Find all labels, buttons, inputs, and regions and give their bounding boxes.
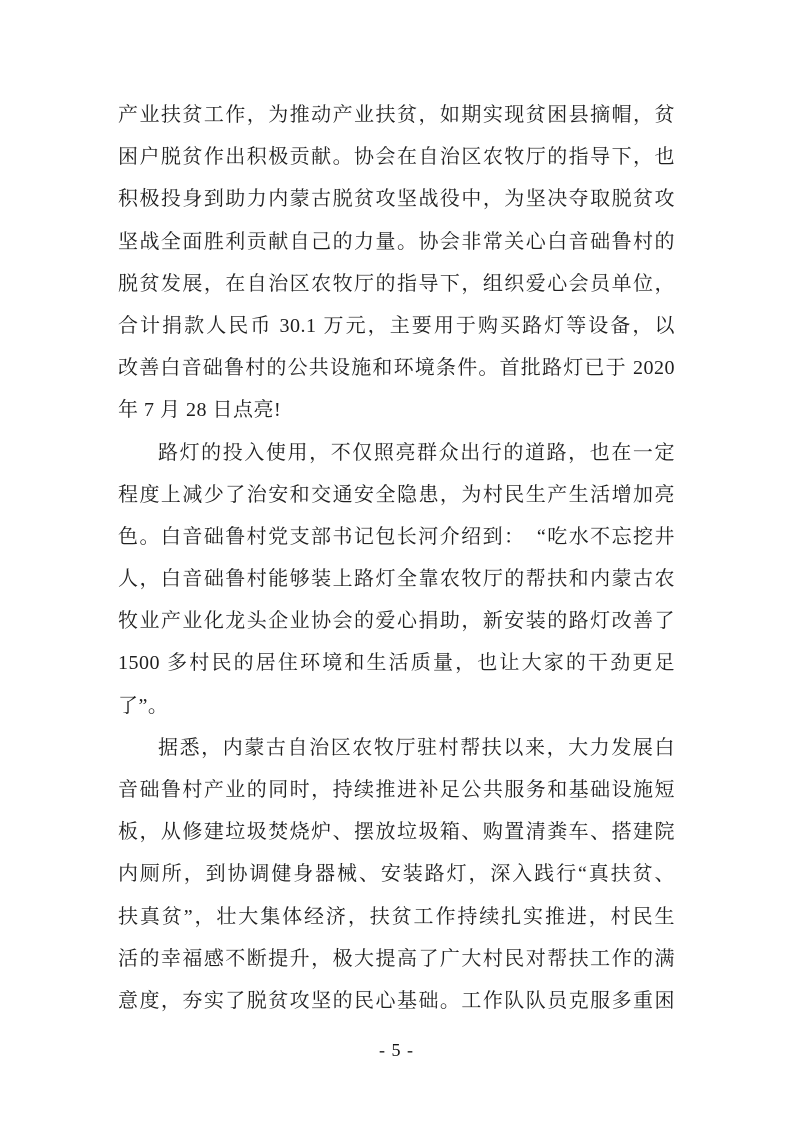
text-line: 人，白音础鲁村能够装上路灯全靠农牧厅的帮扶和内蒙古农 [118, 568, 675, 591]
text-line: 改善白音础鲁村的公共设施和环境条件。首批路灯已于 2020 [118, 357, 675, 380]
text-line: 意度，夯实了脱贫攻坚的民心基础。工作队队员克服多重困 [118, 989, 675, 1012]
text-line: 年 7 月 28 日点亮! [118, 399, 282, 422]
text-line: 坚战全面胜利贡献自己的力量。协会非常关心白音础鲁村的 [118, 230, 675, 253]
text-line: 程度上减少了治安和交通安全隐患，为村民生产生活增加亮 [118, 483, 675, 506]
text-line: 脱贫发展，在自治区农牧厅的指导下，组织爱心会员单位， [118, 272, 675, 295]
text-line: 困户脱贫作出积极贡献。协会在自治区农牧厅的指导下，也 [118, 146, 675, 169]
text-line: 路灯的投入使用，不仅照亮群众出行的道路，也在一定 [158, 441, 675, 464]
text-line: 产业扶贫工作，为推动产业扶贫，如期实现贫困县摘帽，贫 [118, 104, 675, 126]
text-line: 牧业产业化龙头企业协会的爱心捐助，新安装的路灯改善了 [118, 610, 675, 633]
text-line: 扶真贫”，壮大集体经济，扶贫工作持续扎实推进，村民生 [118, 905, 675, 928]
text-line: 音础鲁村产业的同时，持续推进补足公共服务和基础设施短 [118, 779, 675, 801]
text-line: 活的幸福感不断提升，极大提高了广大村民对帮扶工作的满 [118, 947, 675, 970]
text-line: 积极投身到助力内蒙古脱贫攻坚战役中，为坚决夺取脱贫攻 [118, 188, 675, 211]
page-number: - 5 - [379, 1040, 414, 1060]
text-line: 合计捐款人民币 30.1 万元，主要用于购买路灯等设备，以 [118, 314, 675, 337]
text-line: 1500 多村民的居住环境和生活质量，也让大家的干劲更足 [118, 652, 675, 675]
text-line: 了”。 [118, 694, 169, 717]
text-line: 色。白音础鲁村党支部书记包长河介绍到： “吃水不忘挖井 [118, 525, 675, 548]
document-body [118, 94, 675, 1022]
text-line: 内厕所，到协调健身器械、安装路灯，深入践行“真扶贫、 [118, 863, 675, 886]
text-line: 板，从修建垃圾焚烧炉、摆放垃圾箱、购置清粪车、搭建院 [118, 821, 675, 844]
text-line: 据悉，内蒙古自治区农牧厅驻村帮扶以来，大力发展白 [158, 736, 675, 759]
